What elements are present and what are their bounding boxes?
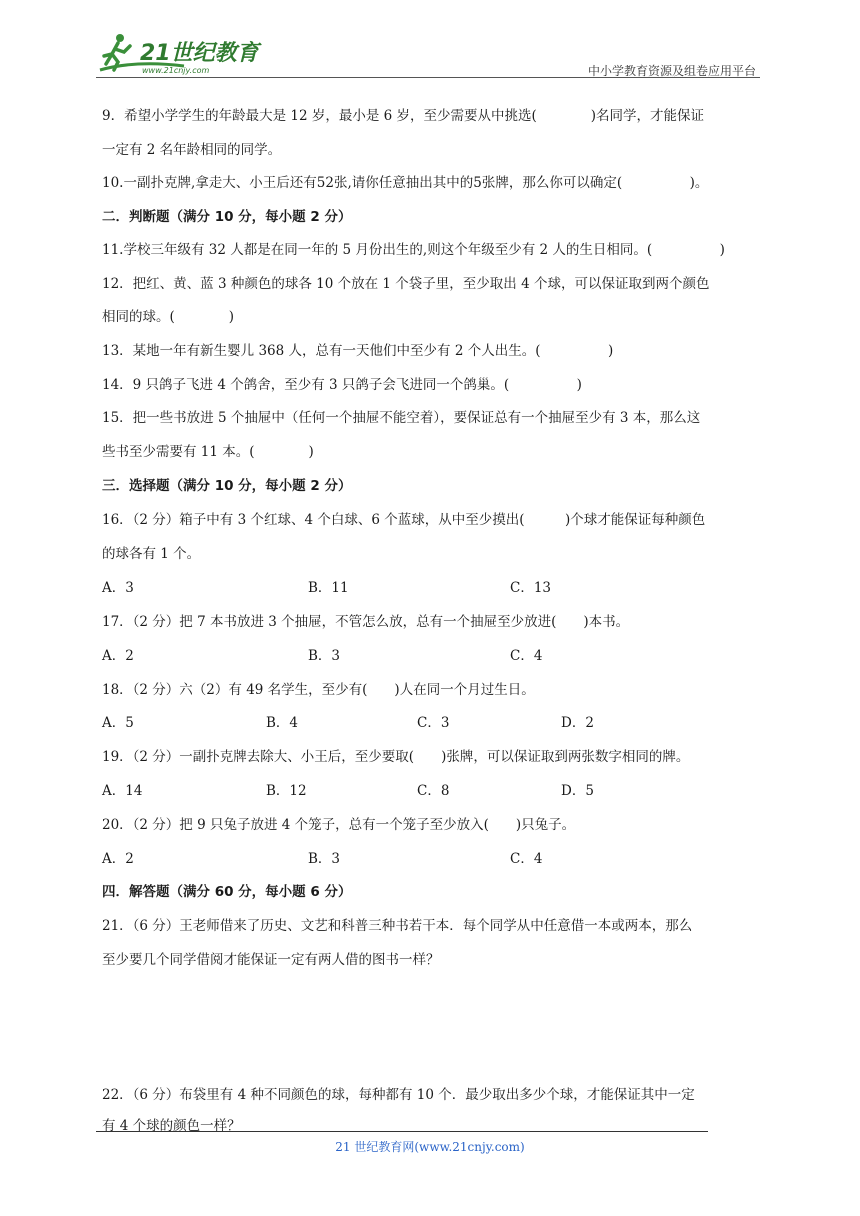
section-4-heading: 四．解答题（满分 60 分，每小题 6 分）	[102, 884, 352, 900]
logo-main-text: 21世纪教育	[140, 41, 259, 66]
option-b: B．11	[308, 580, 349, 596]
option-a: A．5	[102, 715, 134, 731]
question-15-line-1: 15．把一些书放进 5 个抽屉中（任何一个抽屉不能空着），要保证总有一个抽屉至少有 3 本，那么这	[102, 410, 701, 426]
option-d: D．5	[561, 783, 594, 799]
question-10: 10.一副扑克牌,拿走大、小王后还有52张,请你任意抽出其中的5张牌，那么你可以确定( )。	[102, 175, 709, 191]
option-c: C．4	[510, 648, 543, 664]
question-16-line-1: 16．（2 分）箱子中有 3 个红球、4 个白球、6 个蓝球，从中至少摸出( )个球才能保证每种颜色	[102, 512, 706, 528]
question-17-options	[102, 646, 762, 666]
question-13: 13．某地一年有新生婴儿 368 人，总有一天他们中至少有 2 个人出生。( )	[102, 343, 614, 359]
question-16-options	[102, 578, 762, 598]
footer-link[interactable]: 21 世纪教育网(www.21cnjy.com)	[335, 1140, 525, 1154]
option-c: C．4	[510, 851, 543, 867]
section-3-heading: 三．选择题（满分 10 分，每小题 2 分）	[102, 478, 352, 494]
option-b: B．3	[308, 851, 341, 867]
logo-url-text: www.21cnjy.com	[142, 66, 210, 75]
question-11: 11.学校三年级有 32 人都是在同一年的 5 月份出生的,则这个年级至少有 2 人的生日相同。( )	[102, 242, 725, 258]
question-19: 19．（2 分）一副扑克牌去除大、小王后，至少要取( )张牌，可以保证取到两张数字相同的牌。	[102, 749, 690, 765]
question-12-line-1: 12．把红、黄、蓝 3 种颜色的球各 10 个放在 1 个袋子里，至少取出 4 个球，可以保证取到两个颜色	[102, 276, 710, 292]
question-18: 18．（2 分）六（2）有 49 名学生，至少有( )人在同一个月过生日。	[102, 682, 535, 698]
question-9-line-1: 9．希望小学学生的年龄最大是 12 岁，最小是 6 岁，至少需要从中挑选( )名同学，才能保证	[102, 108, 705, 124]
question-12-line-2: 相同的球。( )	[102, 309, 235, 325]
option-b: B．3	[308, 648, 341, 664]
question-16-line-2: 的球各有 1 个。	[102, 546, 201, 562]
option-c: C．8	[417, 783, 450, 799]
question-22-line-2: 有 4 个球的颜色一样？	[102, 1118, 241, 1134]
question-17: 17．（2 分）把 7 本书放进 3 个抽屉，不管怎么放，总有一个抽屉至少放进( )本书。	[102, 614, 630, 630]
page-header	[96, 30, 760, 80]
question-9-line-2: 一定有 2 名年龄相同的同学。	[102, 142, 282, 158]
question-22-line-1: 22．（6 分）布袋里有 4 种不同颜色的球，每种都有 10 个．最少取出多少个球，才能保证其中一定	[102, 1087, 695, 1103]
option-a: A．2	[102, 648, 134, 664]
option-b: B．12	[266, 783, 307, 799]
question-20-options	[102, 849, 762, 869]
option-a: A．14	[102, 783, 143, 799]
question-21-line-1: 21．（6 分）王老师借来了历史、文艺和科普三种书若干本．每个同学从中任意借一本或两本，那么	[102, 918, 693, 934]
runner-logo-icon	[96, 30, 266, 78]
question-19-options	[102, 781, 762, 801]
option-d: D．2	[561, 715, 594, 731]
option-a: A．3	[102, 580, 134, 596]
section-2-heading: 二．判断题（满分 10 分，每小题 2 分）	[102, 209, 352, 225]
question-21-line-2: 至少要几个同学借阅才能保证一定有两人借的图书一样？	[102, 952, 440, 968]
question-14: 14．9 只鸽子飞进 4 个鸽舍，至少有 3 只鸽子会飞进同一个鸽巢。( )	[102, 377, 582, 393]
header-divider	[96, 77, 760, 78]
option-a: A．2	[102, 851, 134, 867]
site-logo[interactable]	[96, 30, 266, 78]
footer-divider	[96, 1131, 708, 1132]
header-tagline: 中小学教育资源及组卷应用平台	[587, 64, 756, 78]
question-18-options	[102, 713, 762, 733]
question-20: 20．（2 分）把 9 只兔子放进 4 个笼子，总有一个笼子至少放入( )只兔子。	[102, 817, 576, 833]
option-b: B．4	[266, 715, 299, 731]
option-c: C．13	[510, 580, 552, 596]
option-c: C．3	[417, 715, 450, 731]
question-15-line-2: 些书至少需要有 11 本。( )	[102, 444, 314, 460]
